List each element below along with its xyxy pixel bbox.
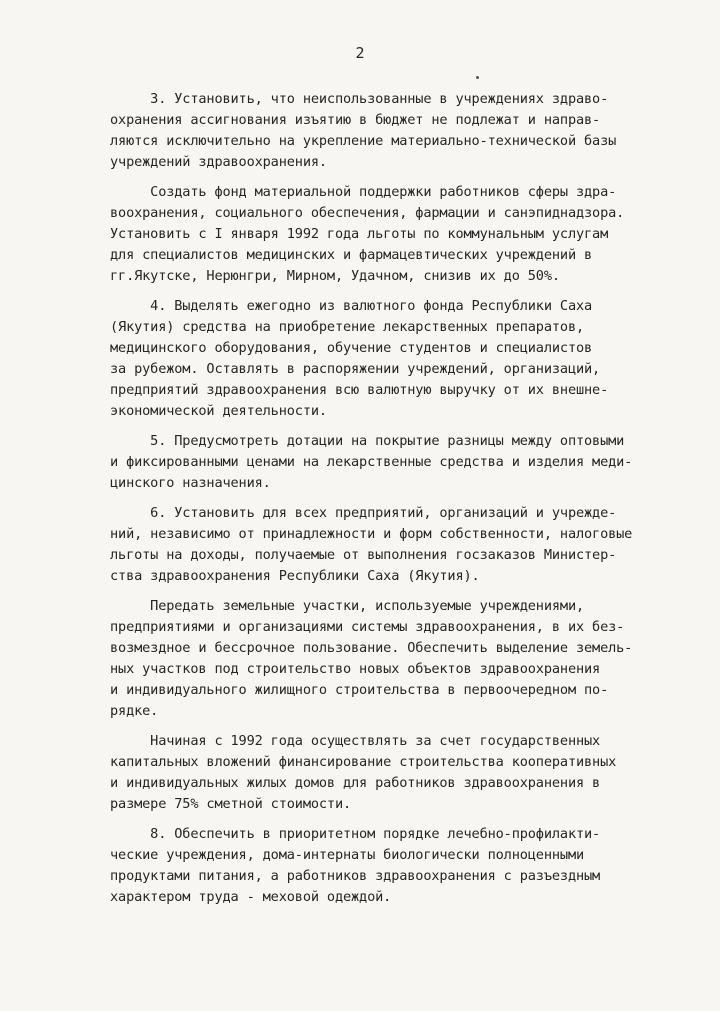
ink-speck <box>476 76 479 79</box>
text-line: медицинского оборудования, обучение студентов и специалистов <box>110 340 593 356</box>
text-line: 4. Выделять ежегодно из валютного фонда Республики Саха <box>110 298 593 314</box>
text-line: размере 75% сметной стоимости. <box>110 796 352 812</box>
text-line: 5. Предусмотреть дотации на покрытие разницы между оптовыми <box>110 433 625 449</box>
text-line: капитальных вложений финансирование строительства кооперативных <box>110 754 617 770</box>
paragraph-gap <box>110 173 690 182</box>
text-line: предприятий здравоохранения всю валютную выручку от их внешне- <box>110 382 609 398</box>
text-line: льготы на доходы, получаемые от выполнения госзаказов Министер- <box>110 547 617 563</box>
paragraph <box>110 182 690 287</box>
text-line: характером труда - меховой одеждой. <box>110 889 392 905</box>
text-line: (Якутия) средства на приобретение лекарственных препаратов, <box>110 319 585 335</box>
paragraph-gap <box>110 422 690 431</box>
text-line: 8. Обеспечить в приоритетном порядке лечебно-профилакти- <box>110 826 601 842</box>
text-line: и индивидуальных жилых домов для работников здравоохранения в <box>110 775 601 791</box>
text-line: за рубежом. Оставлять в распоряжении учреждений, организаций, <box>110 361 601 377</box>
text-line: 3. Установить, что неиспользованные в учреждениях здраво- <box>110 91 609 107</box>
text-line: Создать фонд материальной поддержки работников сферы здра- <box>110 184 617 200</box>
text-line: и фиксированными ценами на лекарственные средства и изделия меди- <box>110 454 633 470</box>
paragraph <box>110 89 690 173</box>
text-line: рядке. <box>110 703 159 719</box>
text-line: цинского назначения. <box>110 475 271 491</box>
text-line: экономической деятельности. <box>110 403 327 419</box>
document-body <box>110 89 690 908</box>
paragraph <box>110 296 690 422</box>
text-line: предприятиями и организациями системы здравоохранения, в их без- <box>110 619 625 635</box>
paragraph <box>110 824 690 908</box>
paragraph <box>110 731 690 815</box>
text-line: возмездное и бессрочное пользование. Обеспечить выделение земель- <box>110 640 633 656</box>
text-line: воохранения, социального обеспечения, фармации и санэпиднадзора. <box>110 205 625 221</box>
paragraph <box>110 596 690 722</box>
paragraph-gap <box>110 815 690 824</box>
text-line: учреждений здравоохранения. <box>110 154 327 170</box>
paragraph-gap <box>110 587 690 596</box>
text-line: охранения ассигнования изъятию в бюджет не подлежат и направ- <box>110 112 601 128</box>
text-line: Установить с I января 1992 года льготы по коммунальным услугам <box>110 226 609 242</box>
text-line: ляются исключительно на укрепление материально-технической базы <box>110 133 617 149</box>
text-line: ний, независимо от принадлежности и форм собственности, налоговые <box>110 526 633 542</box>
paragraph <box>110 503 690 587</box>
text-line: Передать земельные участки, используемые учреждениями, <box>110 598 585 614</box>
text-line: ных участков под строительство новых объектов здравоохранения <box>110 661 601 677</box>
text-line: для специалистов медицинских и фармацевтических учреждений в <box>110 247 593 263</box>
text-line: гг.Якутске, Нерюнгри, Мирном, Удачном, снизив их до 50%. <box>110 268 560 284</box>
paragraph-gap <box>110 287 690 296</box>
text-line: и индивидуального жилищного строительства в первоочередном по- <box>110 682 609 698</box>
text-line: 6. Установить для всех предприятий, организаций и учрежде- <box>110 505 617 521</box>
page-number: 2 <box>355 44 365 62</box>
text-line: ства здравоохранения Республики Саха (Якутия). <box>110 568 480 584</box>
text-line: ческие учреждения, дома-интернаты биологически полноценными <box>110 847 585 863</box>
paragraph <box>110 431 690 494</box>
text-line: Начиная с 1992 года осуществлять за счет государственных <box>110 733 601 749</box>
paragraph-gap <box>110 722 690 731</box>
paragraph-gap <box>110 494 690 503</box>
text-line: продуктами питания, а работников здравоохранения с разъездным <box>110 868 601 884</box>
